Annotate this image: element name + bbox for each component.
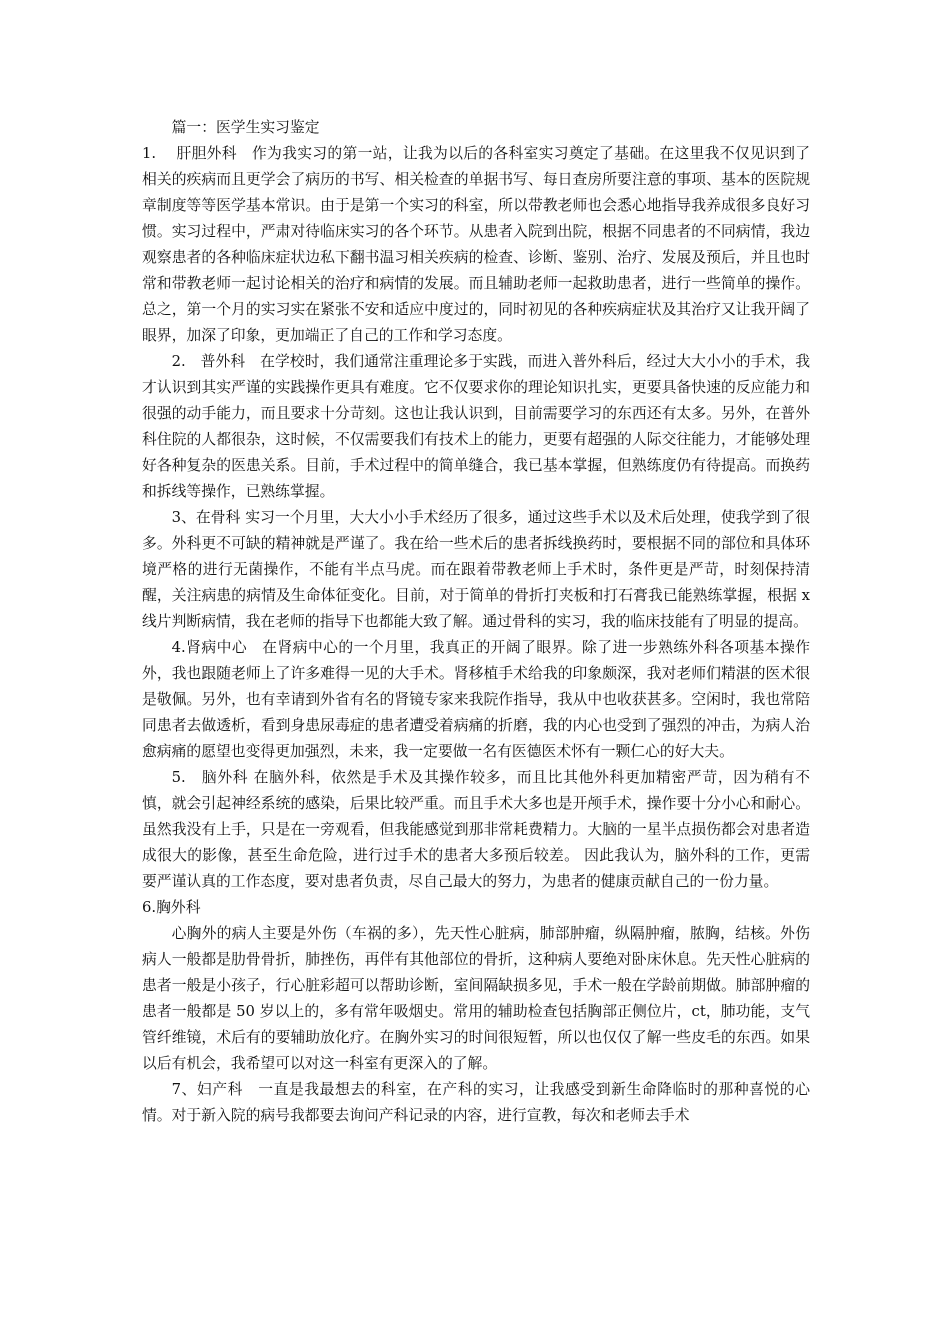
paragraph-neurosurgery: 5. 脑外科 在脑外科，依然是手术及其操作较多，而且比其他外科更加精密严苛，因为稍有不慎，就会引起神经系统的感染，后果比较严重。而且手术大多也是开颅手术，操作要十分小心和耐心。虽然我没有上手，只是在一旁观看，但我能感觉到那非常耗费精力。大脑的一星半点损伤都会对患者造成很大的影像，甚至生命危险，进行过手术的患者大多预后较差。 因此我认为，脑外科的工作，更需要严谨认真的工作态度，要对患者负责，尽自己最大的努力，为患者的健康贡献自己的一份力量。 xyxy=(142,769,810,890)
document-title: 篇一：医学生实习鉴定 xyxy=(171,119,320,136)
paragraph-hepatobiliary: 1. 肝胆外科 作为我实习的第一站，让我为以后的各科室实习奠定了基础。在这里我不仅见识到了相关的疾病而且更学会了病历的书写、相关检查的单据书写、每日查房所要注意的事项、基本的医院规章制度等等医学基本常识。由于是第一个实习的科室，所以带教老师也会悉心地指导我养成很多良好习惯。实习过程中，严肃对待临床实习的各个环节。从患者入院到出院，根据不同患者的不同病情，我边观察患者的各种临床症状边私下翻书温习相关疾病的检查、诊断、鉴别、治疗、发展及预后，并且也时常和带教老师一起讨论相关的治疗和病情的发展。而且辅助老师一起救助患者，进行一些简单的操作。总之，第一个月的实习实在紧张不安和适应中度过的，同时初见的各种疾病症状及其治疗又让我开阔了眼界，加深了印象，更加端正了自己的工作和学习态度。 xyxy=(142,145,810,344)
heading-thoracic-surgery: 6.胸外科 xyxy=(142,899,201,916)
paragraph-orthopedics: 3、在骨科 实习一个月里，大大小小手术经历了很多，通过这些手术以及术后处理，使我学到了很多。外科更不可缺的精神就是严谨了。我在给一些术后的患者拆线换药时，要根据不同的部位和具体环境严格的进行无菌操作，不能有半点马虎。而在跟着带教老师上手术时，条件更是严苛，时刻保持清醒，关注病患的病情及生命体征变化。目前，对于简单的骨折打夹板和打石膏我已能熟练掌握，根据 x 线片判断病情，我在老师的指导下也都能大致了解。通过骨科的实习，我的临床技能有了明显的提高。 xyxy=(142,509,810,630)
paragraph-nephrology: 4.肾病中心 在肾病中心的一个月里，我真正的开阔了眼界。除了进一步熟练外科各项基本操作外，我也跟随老师上了许多难得一见的大手术。肾移植手术给我的印象颇深，我对老师们精湛的医术很是敬佩。另外，也有幸请到外省有名的肾镜专家来我院作指导，我从中也收获甚多。空闲时，我也常陪同患者去做透析，看到身患尿毒症的患者遭受着病痛的折磨，我的内心也受到了强烈的冲击，为病人治愈病痛的愿望也变得更加强烈，未来，我一定要做一名有医德医术怀有一颗仁心的好大夫。 xyxy=(142,639,810,760)
paragraph-thoracic-surgery: 心胸外的病人主要是外伤（车祸的多），先天性心脏病，肺部肿瘤，纵隔肿瘤，脓胸，结核。外伤病人一般都是肋骨骨折，肺挫伤，再伴有其他部位的骨折，这种病人要绝对卧床休息。先天性心脏病的患者一般是小孩子，行心脏彩超可以帮助诊断，室间隔缺损多见，手术一般在学龄前期做。肺部肿瘤的患者一般都是 50 岁以上的，多有常年吸烟史。常用的辅助检查包括胸部正侧位片，ct，肺功能，支气管纤维镜，术后有的要辅助放化疗。在胸外实习的时间很短暂，所以也仅仅了解一些皮毛的东西。如果以后有机会，我希望可以对这一科室有更深入的了解。 xyxy=(142,925,810,1072)
paragraph-general-surgery: 2. 普外科 在学校时，我们通常注重理论多于实践，而进入普外科后，经过大大小小的手术，我才认识到其实严谨的实践操作更具有难度。它不仅要求你的理论知识扎实，更要具备快速的反应能力和很强的动手能力，而且要求十分苛刻。这也让我认识到，目前需要学习的东西还有太多。另外，在普外科住院的人都很杂，这时候，不仅需要我们有技术上的能力，更要有超强的人际交往能力，才能够处理好各种复杂的医患关系。目前，手术过程中的简单缝合，我已基本掌握，但熟练度仍有待提高。而换药和拆线等操作，已熟练掌握。 xyxy=(142,353,810,500)
paragraph-obstetrics: 7、妇产科 一直是我最想去的科室，在产科的实习，让我感受到新生命降临时的那种喜悦的心情。对于新入院的病号我都要去询问产科记录的内容，进行宣教，每次和老师去手术 xyxy=(142,1081,810,1124)
document-page xyxy=(142,115,810,1129)
